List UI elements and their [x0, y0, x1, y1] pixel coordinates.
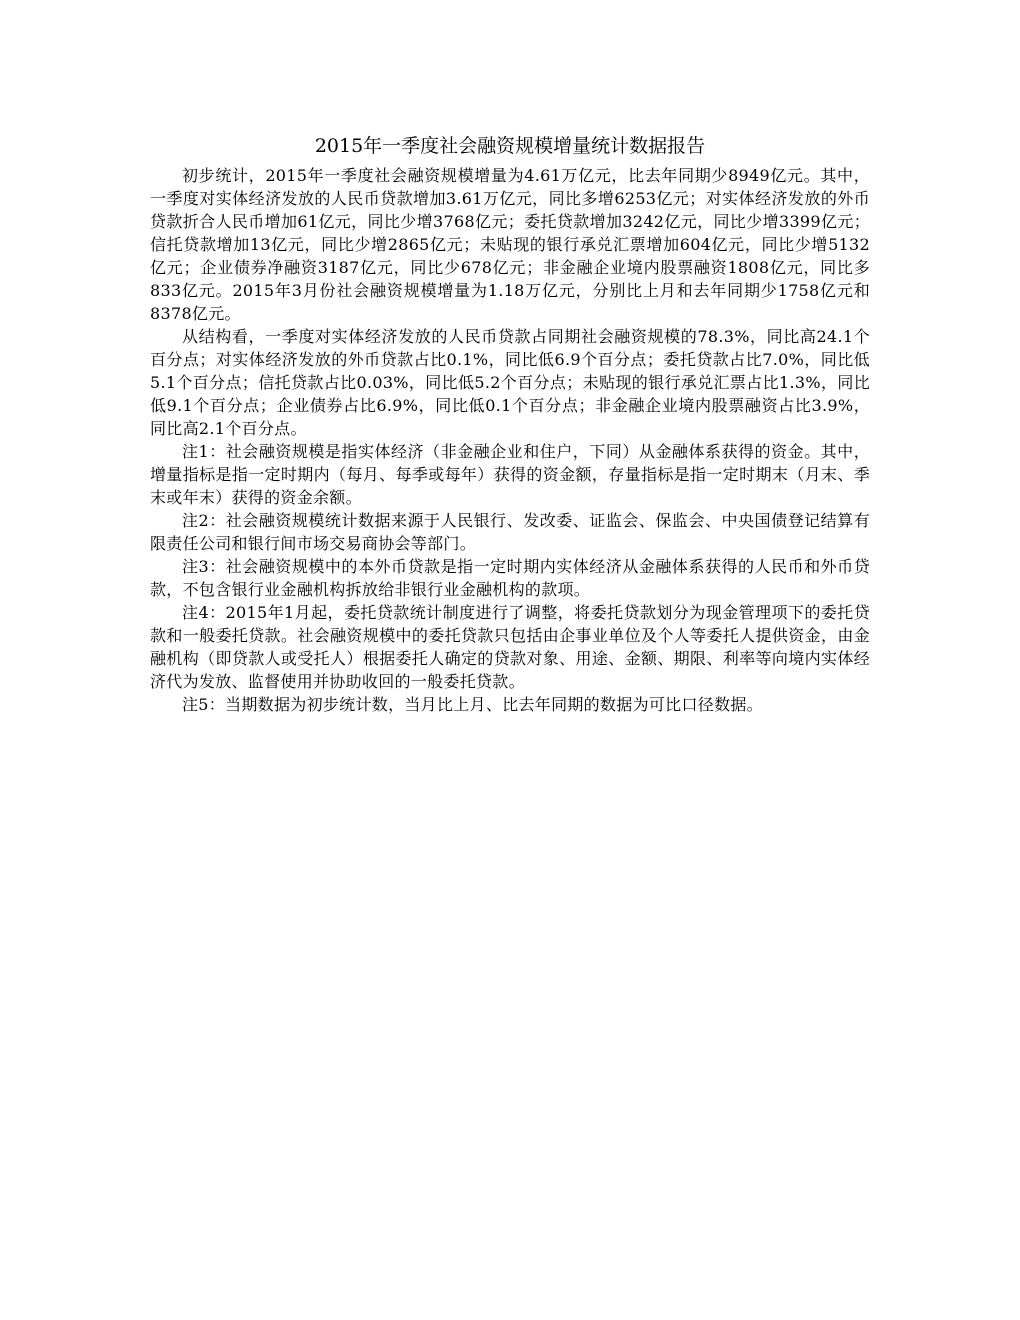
note-3: 注3：社会融资规模中的本外币贷款是指一定时期内实体经济从金融体系获得的人民币和外币贷款，不包含银行业金融机构拆放给非银行业金融机构的款项。	[150, 557, 870, 599]
note-1: 注1：社会融资规模是指实体经济（非金融企业和住户，下同）从金融体系获得的资金。其中，增量指标是指一定时期内（每月、每季或每年）获得的资金额，存量指标是指一定时期末（月末、季末或年末）获得的资金余额。	[150, 442, 870, 507]
document-title: 2015年一季度社会融资规模增量统计数据报告	[314, 135, 706, 157]
note-5: 注5：当期数据为初步统计数，当月比上月、比去年同期的数据为可比口径数据。	[182, 695, 763, 714]
note-4: 注4：2015年1月起，委托贷款统计制度进行了调整，将委托贷款划分为现金管理项下的委托贷款和一般委托贷款。社会融资规模中的委托贷款只包括由企事业单位及个人等委托人提供资金，由金融机构（即贷款人或受托人）根据委托人确定的贷款对象、用途、金额、期限、利率等向境内实体经济代为发放、监督使用并协助收回的一般委托贷款。	[150, 603, 870, 691]
document-body	[150, 130, 870, 716]
paragraph-summary: 初步统计，2015年一季度社会融资规模增量为4.61万亿元，比去年同期少8949亿元。其中，一季度对实体经济发放的人民币贷款增加3.61万亿元，同比多增6253亿元；对实体经济发放的外币贷款折合人民币增加61亿元，同比少增3768亿元；委托贷款增加3242亿元，同比少增3399亿元；信托贷款增加13亿元，同比少增2865亿元；未贴现的银行承兑汇票增加604亿元，同比少增5132亿元；企业债券净融资3187亿元，同比少678亿元；非金融企业境内股票融资1808亿元，同比多833亿元。2015年3月份社会融资规模增量为1.18万亿元，分别比上月和去年同期少1758亿元和8378亿元。	[150, 166, 870, 323]
paragraph-structure: 从结构看，一季度对实体经济发放的人民币贷款占同期社会融资规模的78.3%，同比高24.1个百分点；对实体经济发放的外币贷款占比0.1%，同比低6.9个百分点；委托贷款占比7.0%，同比低5.1个百分点；信托贷款占比0.03%，同比低5.2个百分点；未贴现的银行承兑汇票占比1.3%，同比低9.1个百分点；企业债券占比6.9%，同比低0.1个百分点；非金融企业境内股票融资占比3.9%，同比高2.1个百分点。	[150, 327, 870, 438]
note-2: 注2：社会融资规模统计数据来源于人民银行、发改委、证监会、保监会、中央国债登记结算有限责任公司和银行间市场交易商协会等部门。	[150, 511, 870, 553]
